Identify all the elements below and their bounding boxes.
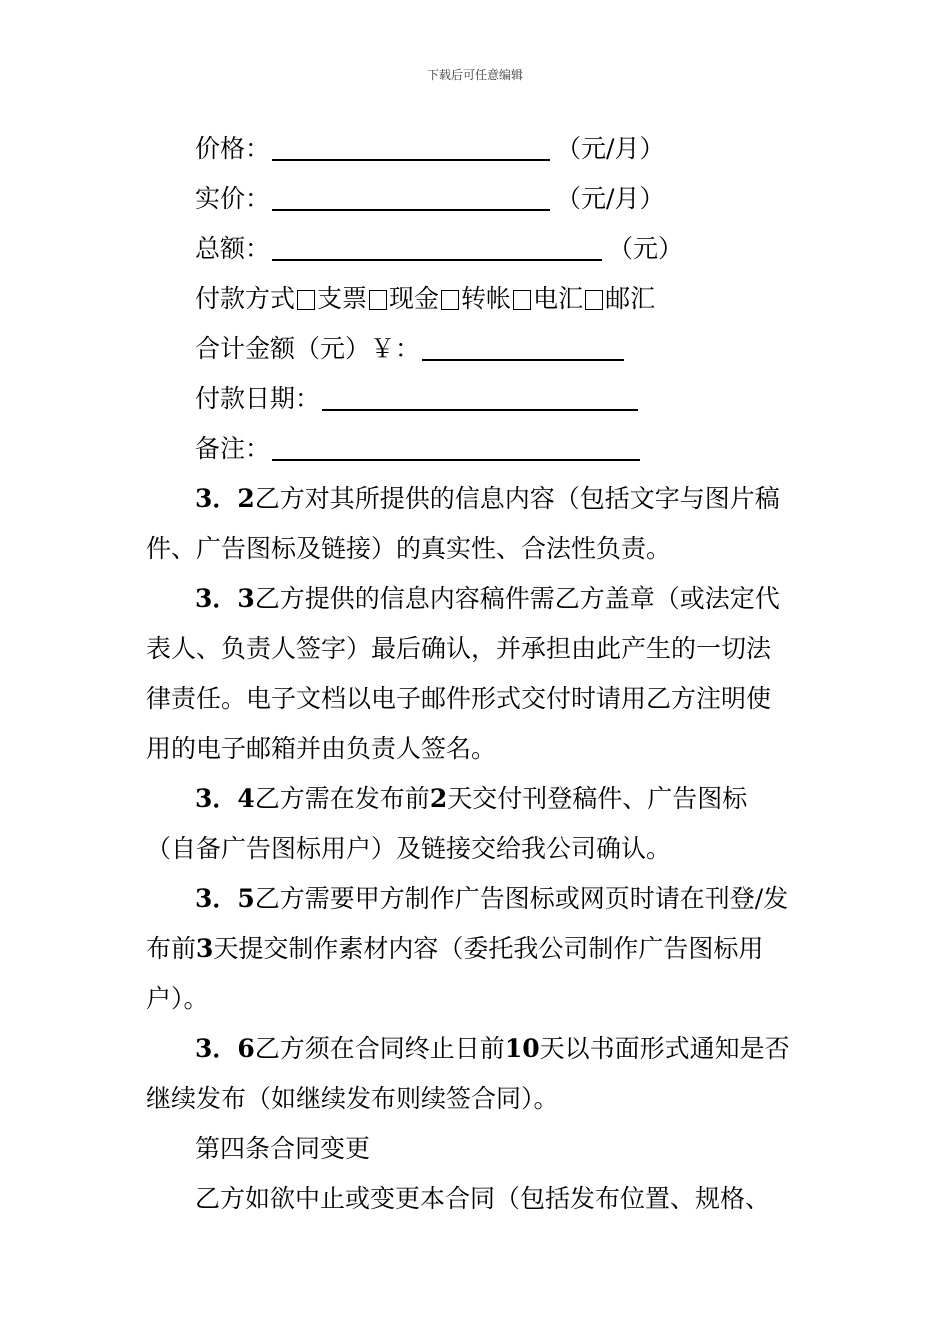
clause-3-3-line-4: 用的电子邮箱并由负责人签名。 [146, 734, 497, 763]
note-label: 备注： [195, 434, 271, 463]
clause-3-2-number: 3．2 [195, 484, 255, 513]
checkbox-wire[interactable] [513, 290, 531, 310]
payment-date-row [195, 384, 865, 414]
clause-3-6-days: 10 [504, 1034, 540, 1063]
price-blank[interactable] [272, 137, 550, 161]
clause-3-5-days: 3 [196, 934, 214, 963]
clause-3-3-line-1 [195, 584, 865, 614]
clause-3-5-line-3: 户）。 [146, 984, 209, 1013]
checkbox-cash[interactable] [369, 290, 387, 310]
clause-3-2-line-2: 件、广告图标及链接）的真实性、合法性负责。 [146, 534, 672, 563]
clause-3-3-line-2: 表人、负责人签字）最后确认，并承担由此产生的一切法 [146, 634, 772, 663]
price-row [195, 134, 865, 164]
clause-3-2-line-1 [195, 484, 865, 514]
clause-3-4-text-1a: 乙方需在发布前 [254, 784, 430, 813]
note-blank[interactable] [272, 437, 640, 461]
article-4-title: 第四条合同变更 [195, 1134, 371, 1163]
checkbox-cheque[interactable] [297, 290, 315, 310]
option-wire: 电汇 [533, 284, 584, 313]
clause-3-3-line-3: 律责任。电子文档以电子邮件形式交付时请用乙方注明使 [146, 684, 772, 713]
payment-method-row [195, 284, 865, 314]
option-cheque: 支票 [317, 284, 368, 313]
clause-3-6-line-2: 继续发布（如继续发布则续签合同）。 [146, 1084, 559, 1113]
clause-3-2-text-1: 乙方对其所提供的信息内容（包括文字与图片稿 [254, 484, 780, 513]
option-postal: 邮汇 [605, 284, 656, 313]
clause-3-5-number: 3．5 [195, 884, 255, 913]
clause-3-5-text-2a: 布前 [146, 934, 197, 963]
sum-label: 合计金额（元）￥： [195, 334, 421, 363]
option-transfer: 转帐 [461, 284, 512, 313]
price-label: 价格： [195, 134, 271, 163]
clause-3-4-number: 3．4 [195, 784, 255, 813]
page-header: 下载后可任意编辑 [426, 68, 523, 82]
article-4-line-1: 乙方如欲中止或变更本合同（包括发布位置、规格、 [195, 1184, 771, 1213]
actual-blank[interactable] [272, 187, 550, 211]
total-blank[interactable] [272, 237, 602, 261]
clause-3-4-text-1b: 天交付刊登稿件、广告图标 [447, 784, 748, 813]
clause-3-3-text-1: 乙方提供的信息内容稿件需乙方盖章（或法定代 [254, 584, 780, 613]
sum-blank[interactable] [422, 337, 624, 361]
clause-3-5-line-2 [146, 934, 816, 964]
payment-label: 付款方式 [195, 284, 296, 313]
actual-label: 实价： [195, 184, 271, 213]
price-unit: （元/月） [556, 134, 665, 163]
clause-3-5-text-2b: 天提交制作素材内容（委托我公司制作广告图标用 [213, 934, 764, 963]
total-label: 总额： [195, 234, 271, 263]
clause-3-6-text-1b: 天以书面形式通知是否 [539, 1034, 790, 1063]
clause-3-5-line-1 [195, 884, 865, 914]
sum-row [195, 334, 865, 364]
clause-3-4-days: 2 [429, 784, 448, 813]
date-blank[interactable] [322, 387, 638, 411]
clause-3-4-line-2: （自备广告图标用户）及链接交给我公司确认。 [146, 834, 672, 863]
actual-unit: （元/月） [556, 184, 665, 213]
date-label: 付款日期： [195, 384, 321, 413]
clause-3-6-text-1a: 乙方须在合同终止日前 [254, 1034, 505, 1063]
actual-price-row [195, 184, 865, 214]
total-unit: （元） [608, 234, 684, 263]
clause-3-6-number: 3．6 [195, 1034, 255, 1063]
checkbox-postal[interactable] [585, 290, 603, 310]
total-row [195, 234, 865, 264]
clause-3-4-line-1 [195, 784, 865, 814]
checkbox-transfer[interactable] [441, 290, 459, 310]
clause-3-6-line-1 [195, 1034, 865, 1064]
note-row [195, 434, 865, 464]
clause-3-5-text-1: 乙方需要甲方制作广告图标或网页时请在刊登/发 [254, 884, 789, 913]
option-cash: 现金 [389, 284, 440, 313]
clause-3-3-number: 3．3 [195, 584, 255, 613]
